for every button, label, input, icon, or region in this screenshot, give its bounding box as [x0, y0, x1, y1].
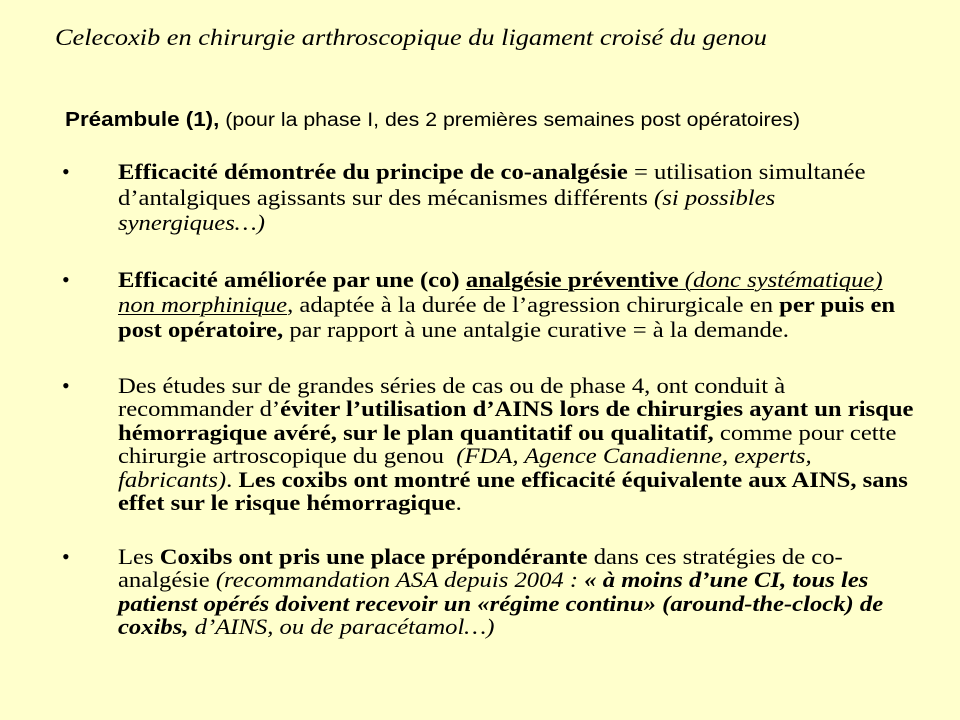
bullet-marker: • — [62, 544, 70, 569]
text-line — [118, 317, 895, 342]
text-segment: dans ces stratégies de co- — [587, 544, 843, 569]
text-segment: Les coxibs ont montré une efficacité équivalente aux AINS, sans — [238, 466, 908, 492]
preamble-label: Préambule (1), — [65, 109, 220, 131]
text-line — [118, 545, 883, 568]
text-segment: Les — [118, 544, 160, 569]
bullet-marker: • — [62, 267, 70, 292]
text-segment: (recommandation ASA depuis 2004 : — [215, 567, 585, 593]
text-segment: synergiques…) — [118, 210, 265, 235]
text-line — [118, 267, 895, 292]
text-segment: post opératoire, — [118, 317, 284, 342]
text-segment: non morphinique — [118, 292, 288, 317]
preamble-note: (pour la phase I, des 2 premières semaines post opératoires) — [219, 110, 801, 131]
text-line — [118, 444, 914, 467]
bullet-text — [118, 374, 914, 514]
text-segment: Efficacité améliorée par une (co) — [118, 267, 466, 292]
text-segment: d’antalgiques agissants sur des mécanismes différents — [118, 184, 655, 210]
text-segment: recommander d’ — [118, 396, 281, 422]
text-line — [118, 159, 866, 185]
text-segment: Coxibs ont pris une place prépondérante — [159, 544, 588, 569]
text-line — [118, 491, 914, 514]
text-segment: (si possibles — [654, 184, 776, 210]
text-segment: fabricants) — [118, 466, 227, 492]
text-segment: effet sur le risque hémorragique — [118, 490, 456, 516]
text-segment: par rapport à une antalgie curative = à la demande. — [283, 317, 789, 342]
text-segment: , adaptée à la durée de l’agression chirurgicale en — [287, 292, 780, 317]
text-line — [118, 292, 895, 317]
text-segment: d’AINS, ou de paracétamol…) — [188, 614, 495, 640]
bullet-marker: • — [62, 159, 70, 184]
text-segment: éviter l’utilisation d’AINS lors de chirurgies ayant un risque — [280, 396, 914, 422]
text-segment: analgésie — [118, 567, 216, 593]
text-line — [118, 374, 914, 397]
text-segment: (FDA, Agence Canadienne, experts, — [456, 443, 812, 469]
text-segment: « à moins d’une CI, tous les — [584, 567, 869, 593]
text-segment: comme pour cette — [713, 419, 897, 445]
text-segment: Des études sur de grandes séries de cas ou de phase 4, ont conduit à — [118, 373, 786, 398]
text-line — [118, 397, 914, 420]
slide-title: Celecoxib en chirurgie arthroscopique du ligament croisé du genou — [55, 25, 767, 51]
text-line — [118, 568, 883, 591]
text-line — [118, 592, 883, 615]
text-line — [118, 421, 914, 444]
text-segment: chirurgie artroscopique du genou — [118, 443, 457, 469]
text-segment: (donc systématique) — [678, 267, 883, 292]
text-line — [118, 185, 866, 211]
text-segment: analgésie préventive — [465, 267, 679, 292]
text-segment: Efficacité démontrée du principe de co-analgésie — [118, 159, 628, 184]
bullet-marker: • — [62, 373, 70, 398]
text-segment: = utilisation simultanée — [627, 159, 866, 184]
text-segment: . — [455, 490, 462, 516]
text-line — [118, 210, 866, 236]
text-segment: coxibs, — [118, 614, 189, 640]
text-segment: . — [226, 466, 239, 492]
text-segment: per puis en — [779, 292, 896, 317]
text-line — [118, 468, 914, 491]
text-line — [118, 615, 883, 638]
bullet-text — [118, 545, 883, 639]
bullet-text — [118, 267, 895, 342]
text-segment: patienst opérés doivent recevoir un «régime continu» (around-the-clock) de — [118, 590, 884, 616]
text-segment: hémorragique avéré, sur le plan quantitatif ou qualitatif, — [118, 419, 714, 445]
bullet-text — [118, 159, 866, 236]
